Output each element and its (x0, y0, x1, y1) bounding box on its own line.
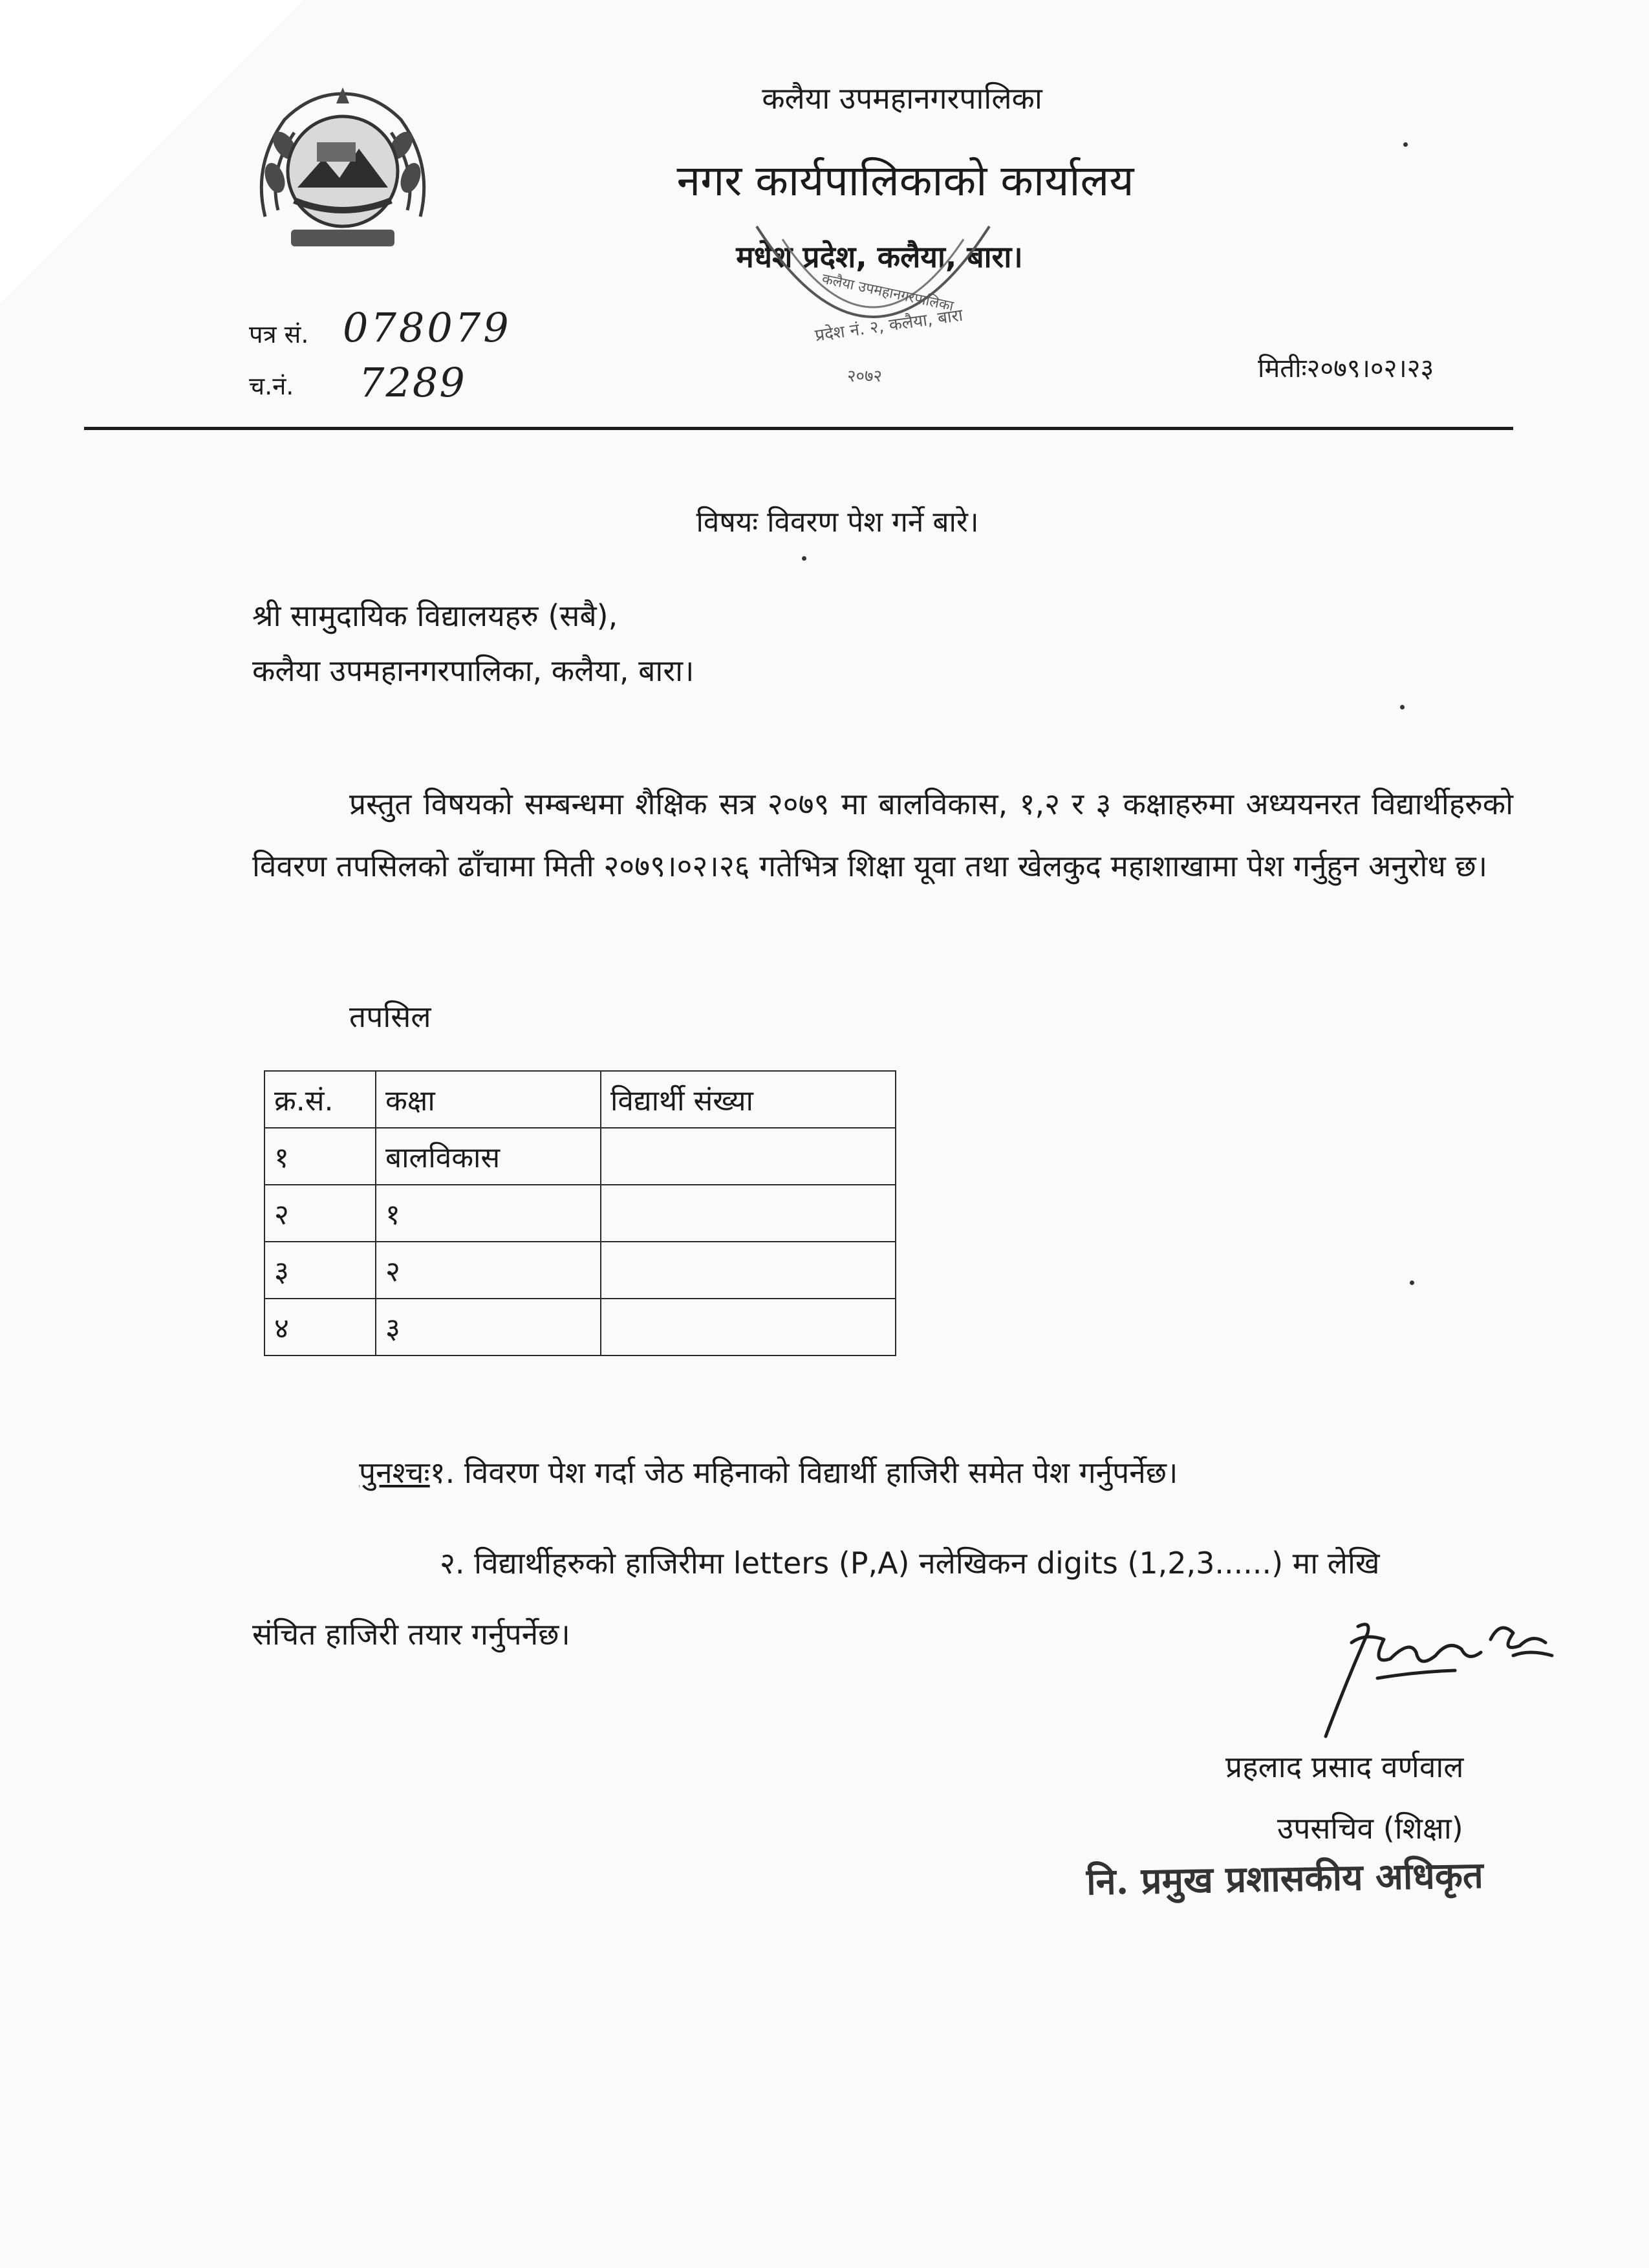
table-cell-class: बालविकास (376, 1128, 601, 1185)
postscript-note-2-continued: संचित हाजिरी तयार गर्नुपर्नेछ। (252, 1617, 570, 1652)
office-seal (737, 200, 1009, 414)
body-paragraph: प्रस्तुत विषयको सम्बन्धमा शैक्षिक सत्र २०७९ मा बालविकास, १,२ र ३ कक्षाहरुमा अध्ययनरत विद्यार्थीहरुको विवरण तपसिलको ढाँचामा मिती २०७९।०२।२६ गतेभित्र शिक्षा यूवा तथा खेलकुद महाशाखामा पेश गर्नुहुन अनुरोध छ। (252, 786, 1513, 883)
table-cell-students (601, 1185, 896, 1242)
table-header-students: विद्यार्थी संख्या (601, 1071, 896, 1128)
scan-speck (802, 556, 806, 561)
details-heading: तपसिल (349, 999, 431, 1034)
table-cell-students (601, 1242, 896, 1299)
office-location: मधेश प्रदेश, कलैया, बारा। (736, 239, 1023, 274)
addressee-line-1: श्री सामुदायिक विद्यालयहरु (सबै), (252, 598, 618, 633)
postscript-note-2: २. विद्यार्थीहरुको हाजिरीमा letters (P,A) नलेखिकन digits (1,2,3......) मा लेखि (440, 1546, 1380, 1581)
table-cell-class: १ (376, 1185, 601, 1242)
signer-name: प्रहलाद प्रसाद वर्णवाल (1225, 1749, 1464, 1784)
table-header-row (264, 1071, 896, 1128)
header-divider (84, 427, 1513, 430)
table-cell-students (601, 1299, 896, 1355)
dispatch-number-label: च.नं. (249, 372, 294, 400)
addressee-line-2: कलैया उपमहानगरपालिका, कलैया, बारा। (252, 653, 695, 688)
table-cell-serial: २ (264, 1185, 376, 1242)
dispatch-number-value: 7289 (359, 359, 466, 406)
table-cell-serial: ३ (264, 1242, 376, 1299)
scan-speck (1400, 705, 1405, 709)
municipality-name: कलैया उपमहानगरपालिका (762, 81, 1042, 116)
postscript-prefix: पुनश्चः (359, 1455, 430, 1490)
subject-line: विषयः विवरण पेश गर्ने बारे। (696, 506, 979, 539)
officer-stamp: नि. प्रमुख प्रशासकीय अधिकृत (1086, 1853, 1484, 1904)
table-cell-students (601, 1128, 896, 1185)
postscript-note-1 (359, 1452, 1178, 1492)
signature (1306, 1594, 1565, 1743)
table-row (264, 1128, 896, 1185)
table-cell-class: ३ (376, 1299, 601, 1355)
letter-number-label: पत्र सं. (249, 320, 309, 349)
office-title: नगर कार्यपालिकाको कार्यालय (676, 156, 1134, 206)
table-header-class: कक्षा (376, 1071, 601, 1128)
scan-speck (1410, 1280, 1414, 1285)
table-cell-serial: १ (264, 1128, 376, 1185)
signer-title: उपसचिव (शिक्षा) (1277, 1811, 1463, 1846)
seal-line-1: कलैया उपमहानगरपालिका (820, 271, 955, 315)
scan-speck (1403, 142, 1408, 147)
table-row (264, 1185, 896, 1242)
postscript-note-1-text: १. विवरण पेश गर्दा जेठ महिनाको विद्यार्थी हाजिरी समेत पेश गर्नुपर्नेछ। (429, 1455, 1178, 1490)
letter-date: मितीः२०७९।०२।२३ (1258, 354, 1434, 383)
table-row (264, 1242, 896, 1299)
table-cell-class: २ (376, 1242, 601, 1299)
letter-number-value: 078079 (343, 304, 512, 351)
table-header-serial: क्र.सं. (264, 1071, 376, 1128)
table-row (264, 1299, 896, 1355)
student-count-table (264, 1070, 896, 1356)
table-cell-serial: ४ (264, 1299, 376, 1355)
seal-year: २०७२ (847, 367, 883, 386)
seal-line-2: प्रदेश नं. २, कलैया, बारा (814, 305, 964, 346)
